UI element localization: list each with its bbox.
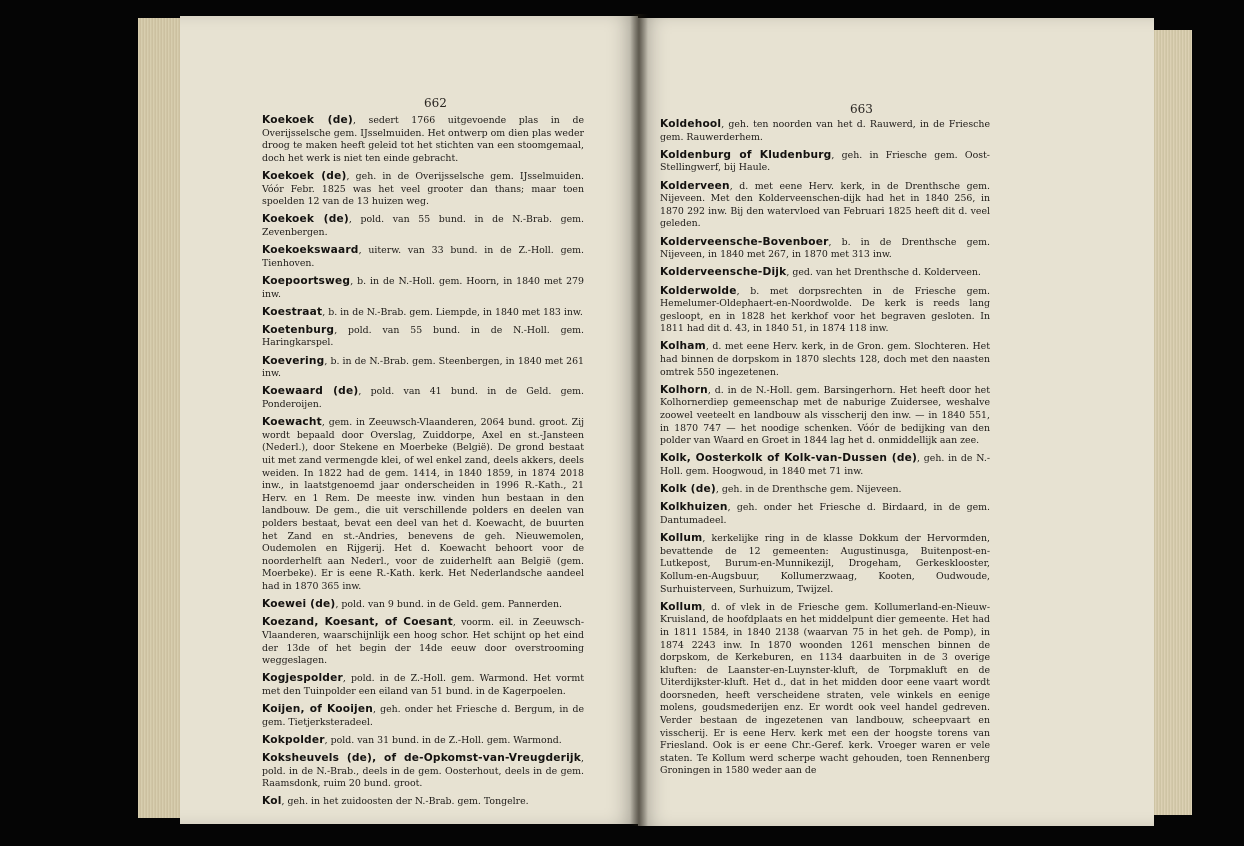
left-page-edges: [138, 18, 182, 818]
entry-text: , uiterw. van 33 bund. in de Z.-Holl. gem. Tienhoven.: [262, 245, 584, 269]
entry-text: , pold. van 9 bund. in de Geld. gem. Pannerden.: [335, 599, 562, 611]
dictionary-entry: [660, 501, 990, 527]
entry-headword: Koksheuvels (de), of de-Opkomst-van-Vreugderijk: [262, 752, 582, 765]
entry-headword: Koewaard (de): [262, 385, 359, 398]
dictionary-entry: [660, 180, 990, 231]
entry-text: , b. in de Drenthsche gem. Nijeveen, in 1840 met 267, in 1870 met 313 inw.: [660, 236, 990, 261]
entry-text: , pold. van 41 bund. in de Geld. gem. Ponderoijen.: [262, 386, 584, 411]
entry-text: , sedert 1766 uitgevoende plas in de Overijsselsche gem. IJsselmuiden. Het ontwerp om dien plas weder droog te maken heeft geleid tot het stichten van een stoomgemaal, doch het werk is niet ten einde gebracht.: [262, 115, 585, 164]
dictionary-entry: [262, 324, 584, 350]
dictionary-entry: [262, 598, 584, 612]
entry-text: , b. in de N.-Brab. gem. Steenbergen, in 1840 met 261 inw.: [262, 355, 584, 380]
dictionary-entry: [660, 384, 990, 448]
left-page: [180, 16, 638, 824]
entry-headword: Kolk, Oosterkolk of Kolk-van-Dussen (de): [660, 452, 918, 465]
entry-text: , voorm. eil. in Zeeuwsch-Vlaanderen, waarschijnlijk een hoog schor. Het schijnt op het eind der 13de of het begin der 14de eeuw door overstrooming weggeslagen.: [262, 617, 584, 667]
entry-headword: Koekoek (de): [262, 169, 347, 182]
dictionary-entry: [660, 118, 990, 144]
entry-text: , ged. van het Drenthsche d. Kolderveen.: [786, 267, 981, 279]
entry-text: , d. met eene Herv. kerk, in de Gron. gem. Slochteren. Het had binnen de dorpskom in 1870 slechts 128, doch met den naasten omtrek 550 ingezetenen.: [660, 341, 990, 378]
dictionary-entry: [660, 149, 990, 175]
entry-text: , geh. onder het Friesche d. Birdaard, in de gem. Dantumadeel.: [660, 502, 990, 526]
entry-headword: Koewei (de): [262, 598, 336, 611]
entry-headword: Koldehool: [660, 118, 722, 130]
entry-text: , kerkelijke ring in de klasse Dokkum der Hervormden, bevattende de 12 gemeenten: Augustinusga, Buitenpost-en-Lutkepost, Burum-en-Munnikezijl, Drogeham, Gerkesklooster, Kollum-en-Augsbuur, Kollumerzwaag, Kooten, Oudwoude, Surhuisterveen, Surhuizum, Twijzel.: [660, 533, 990, 595]
entry-headword: Kolderveen: [660, 179, 730, 192]
entry-headword: Kollum: [660, 600, 703, 613]
entry-headword: Kolham: [660, 340, 706, 353]
entry-text: , geh. in de Drenthsche gem. Nijeveen.: [715, 484, 902, 496]
entry-headword: Kokpolder: [262, 733, 325, 746]
entry-headword: Koekoek (de): [262, 114, 353, 126]
entry-headword: Kolhorn: [660, 383, 708, 396]
entry-text: , geh. in Friesche gem. Oost-Stellingwerf, bij Haule.: [660, 149, 990, 174]
dictionary-entry: [660, 340, 990, 379]
dictionary-entry: [262, 416, 584, 593]
entry-headword: Koestraat: [262, 305, 323, 318]
entry-text: , b. in de N.-Brab. gem. Liempde, in 1840 met 183 inw.: [322, 306, 583, 318]
dictionary-entry: [262, 244, 584, 270]
entry-headword: Kogjespolder: [262, 672, 343, 685]
dictionary-entry: [262, 275, 584, 301]
entry-text: , geh. ten noorden van het d. Rauwerd, in de Friesche gem. Rauwerderhem.: [660, 119, 990, 143]
entry-text: , geh. in de Overijsselsche gem. IJsselmuiden. Vóór Febr. 1825 was het veel grooter dan thans; maar toen spoelden 12 van de 13 huizen weg.: [262, 170, 584, 208]
dictionary-entry: [660, 532, 990, 596]
entry-headword: Kolderveensche-Bovenboer: [660, 235, 829, 248]
entry-headword: Koevering: [262, 354, 325, 367]
dictionary-entry: [262, 385, 584, 411]
entry-text: , d. in de N.-Holl. gem. Barsingerhorn. Het heeft door het Kolhornerdiep gemeenschap met de naburige Zuidersee, weshalve zoowel veeteelt en landbouw als visscherij den inw. — in 1840 551, in 1870 747 — het noodige schenken. Vóór de bedijking van den polder van Waard en Groet in 1844 lag het d. onmiddellijk aan zee.: [660, 384, 990, 447]
page-number: 662: [424, 96, 447, 110]
dictionary-entry: [262, 795, 584, 809]
dictionary-entry: [262, 213, 584, 239]
dictionary-entry: [262, 703, 584, 729]
entry-text: , pold. van 55 bund. in de N.-Holl. gem. Haringkarspel.: [262, 324, 584, 349]
dictionary-entry: [660, 236, 990, 262]
book-gutter: [630, 14, 648, 826]
entry-text: , b. met dorpsrechten in de Friesche gem. Hemelumer-Oldephaert-en-Noordwolde. De kerk is reeds lang gesloopt, en in 1828 het kerkhof voor het begraven gesloten. In 1811 had dit d. 43, in 1840 51, in 1874 118 inw.: [660, 285, 990, 335]
entry-headword: Koepoortsweg: [262, 274, 351, 287]
entry-text: , pold. in de N.-Brab., deels in de gem. Oosterhout, deels in de gem. Raamsdonk, ruim 20 bund. groot.: [262, 753, 584, 790]
dictionary-entry: [262, 734, 584, 748]
entry-text: , pold. van 31 bund. in de Z.-Holl. gem. Warmond.: [324, 734, 562, 746]
dictionary-entry: [660, 601, 990, 778]
entry-headword: Koijen, of Kooijen: [262, 703, 373, 716]
dictionary-entry: [262, 616, 584, 667]
entry-headword: Koldenburg of Kludenburg: [660, 148, 832, 161]
dictionary-entry: [262, 672, 584, 698]
entry-headword: Kolderwolde: [660, 284, 737, 297]
dictionary-entry: [262, 170, 584, 209]
text-column: [660, 118, 990, 783]
dictionary-entry: [660, 452, 990, 478]
dictionary-entry: [262, 752, 584, 791]
dictionary-entry: [660, 483, 990, 497]
entry-headword: Koekoek (de): [262, 213, 349, 226]
entry-text: , pold. van 55 bund. in de N.-Brab. gem. Zevenbergen.: [262, 214, 584, 238]
dictionary-entry: [262, 114, 584, 165]
entry-headword: Koekoekswaard: [262, 244, 359, 257]
dictionary-entry: [262, 355, 584, 381]
text-column: [262, 114, 584, 814]
entry-text: , pold. in de Z.-Holl. gem. Warmond. Het vormt met den Tuinpolder een eiland van 51 bund. in de Kagerpoelen.: [262, 673, 584, 697]
right-page: [638, 18, 1154, 826]
entry-text: , geh. in de N.-Holl. gem. Hoogwoud, in 1840 met 71 inw.: [660, 453, 990, 477]
dictionary-entry: [660, 285, 990, 336]
page-number: 663: [850, 102, 873, 116]
entry-text: , d. of vlek in de Friesche gem. Kollumerland-en-Nieuw-Kruisland, de hoofdplaats en het middelpunt dier gemeente. Het had in 1811 1584, in 1840 2138 (waarvan 75 in het geh. de Pomp), in 1874 2243 inw. In 1870 woonden 1261 menschen binnen de dorpskom, de Kerkeburen, en 1134 daarbuiten in de 3 overige kluften: de Laanster-en-Luynster-kluft, de Torpmakluft en de Uiterdijkster-kluft. Het d., dat in het midden door eene vaart wordt doorsneden, heeft verscheidene straten, vele winkels en eenige molens, goudsmederijen enz. Er wordt ook veel handel gedreven. Verder bestaan de ingezetenen van landbouw, scheepvaart en visscherij. Er is eene Herv. kerk met een der hoogste torens van Friesland. Ook is er eene Chr.-Geref. kerk. Vroeger waren er vele staten. Te Kollum werd scherpe wacht gehouden, toen Rennenberg Groningen in 1580 weder aan de: [660, 601, 990, 777]
entry-text: , geh. onder het Friesche d. Bergum, in de gem. Tietjerksteradeel.: [262, 704, 585, 728]
entry-headword: Koezand, Koesant, of Coesant: [262, 616, 453, 629]
right-page-edges: [1152, 30, 1192, 815]
entry-headword: Koetenburg: [262, 323, 335, 336]
entry-headword: Koewacht: [262, 416, 322, 429]
entry-headword: Kolk (de): [660, 483, 716, 496]
dictionary-entry: [262, 306, 584, 320]
entry-headword: Kolderveensche-Dijk: [660, 266, 787, 279]
entry-headword: Kolkhuizen: [660, 501, 728, 514]
entry-text: , d. met eene Herv. kerk, in de Drenthsche gem. Nijeveen. Met den Kolderveenschen-dijk had het in 1840 256, in 1870 292 inw. Bij den watervloed van Februari 1825 heeft dit d. veel geleden.: [660, 180, 990, 230]
entry-headword: Kol: [262, 795, 282, 808]
entry-headword: Kollum: [660, 532, 703, 545]
entry-text: , b. in de N.-Holl. gem. Hoorn, in 1840 met 279 inw.: [262, 275, 584, 300]
entry-text: , geh. in het zuidoosten der N.-Brab. gem. Tongelre.: [281, 796, 529, 808]
entry-text: , gem. in Zeeuwsch-Vlaanderen, 2064 bund. groot. Zij wordt bepaald door Overslag, Zuiddorpe, Axel en st.-Jansteen (Nederl.), door Stekene en Moerbeke (België). De grond bestaat uit met zand vermengde klei, of wel enkel zand, deels akkers, deels weiden. In 1822 had de gem. 1414, in 1840 1859, in 1874 2018 inw., in laatstgenoemd jaar onderscheiden in 1996 R.-Kath., 21 Herv. en 1 Rem. De meeste inw. vinden hun bestaan in den landbouw. De gem., die uit verschillende polders en deelen van polders bestaat, bevat een deel van het d. Koewacht, de buurten het Zand en st.-Andries, benevens de geh. Nieuwemolen, Oudemolen en Rijgerij. Het d. Koewacht behoort voor de noorderhelft aan Nederl., voor de zuiderhelft aan België (gem. Moerbeke). Er is eene R.-Kath. kerk. Het Nederlandsche aandeel had in 1870 365 inw.: [262, 417, 584, 592]
dictionary-entry: [660, 266, 990, 280]
